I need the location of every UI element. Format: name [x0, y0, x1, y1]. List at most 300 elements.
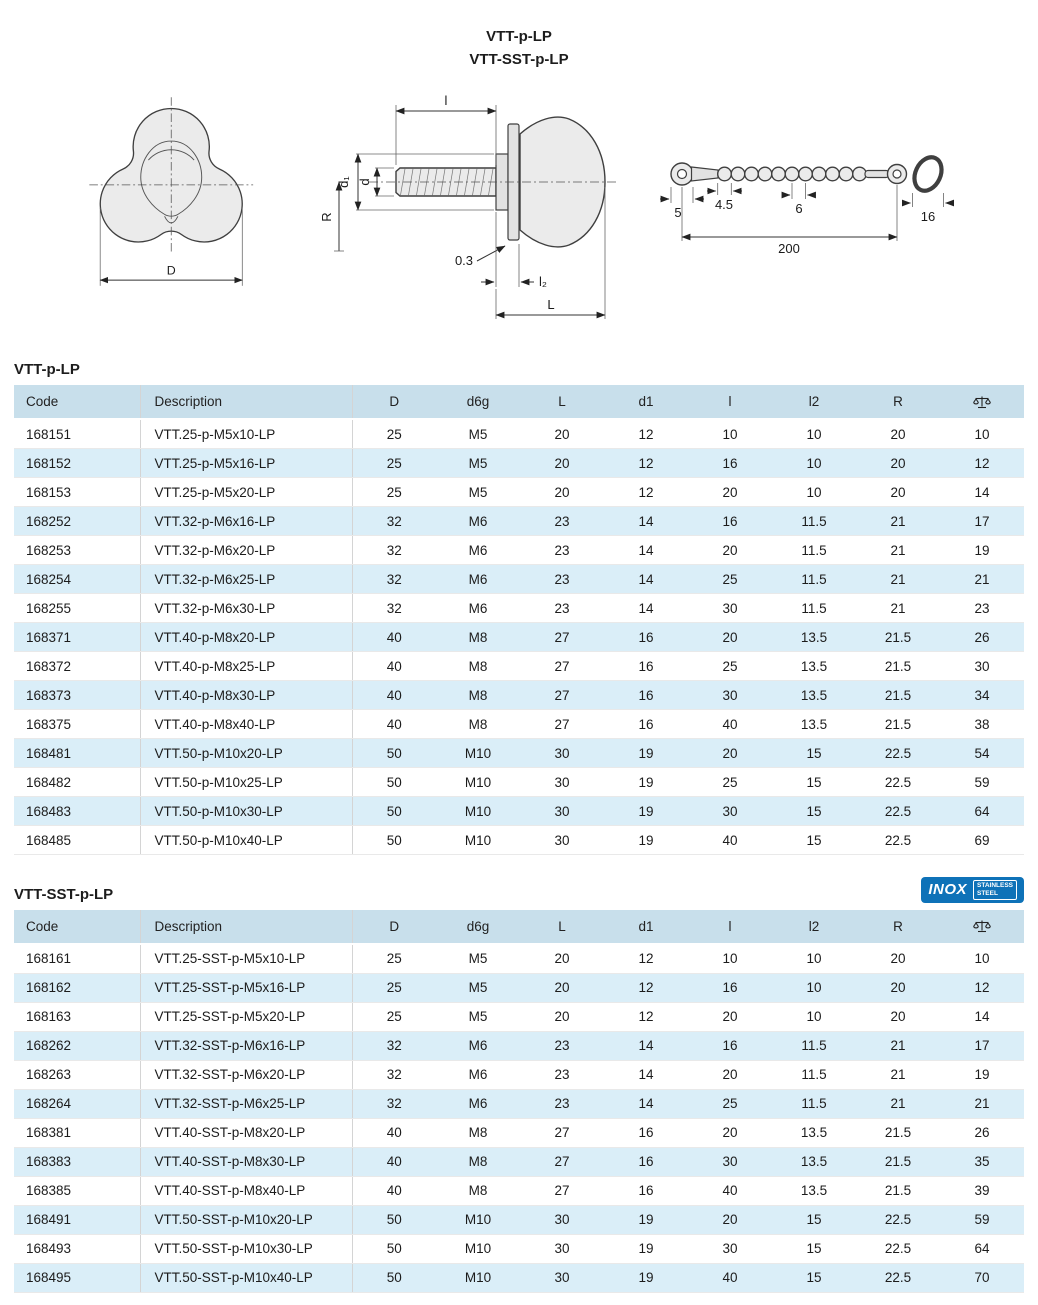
value-cell: 21 [856, 1060, 940, 1089]
value-cell: 12 [604, 419, 688, 449]
dimension-label-200: 200 [778, 241, 800, 256]
table-row [14, 681, 1024, 710]
value-cell: 12 [604, 1002, 688, 1031]
code-cell: 168485 [14, 826, 140, 855]
ball-chain-drawing [656, 129, 1016, 259]
value-cell: 16 [604, 1147, 688, 1176]
value-cell: 11.5 [772, 1031, 856, 1060]
value-cell: M10 [436, 768, 520, 797]
table-row [14, 973, 1024, 1002]
code-cell: 168375 [14, 710, 140, 739]
value-cell: 23 [520, 536, 604, 565]
chain-right-eyelet-hole [893, 170, 901, 178]
table-row [14, 710, 1024, 739]
value-cell: 30 [688, 681, 772, 710]
value-cell: M10 [436, 826, 520, 855]
column-header-d6g: d6g [436, 385, 520, 419]
value-cell: 21 [940, 565, 1024, 594]
description-cell: VTT.25-SST-p-M5x16-LP [140, 973, 352, 1002]
value-cell: 19 [940, 536, 1024, 565]
description-cell: VTT.32-p-M6x16-LP [140, 507, 352, 536]
table-row [14, 944, 1024, 974]
code-cell: 168255 [14, 594, 140, 623]
value-cell: 30 [520, 1234, 604, 1263]
value-cell: 19 [940, 1060, 1024, 1089]
value-cell: 16 [604, 1176, 688, 1205]
chain-ring [909, 153, 946, 195]
value-cell: 40 [352, 623, 436, 652]
value-cell: 40 [688, 710, 772, 739]
value-cell: 27 [520, 710, 604, 739]
value-cell: 22.5 [856, 768, 940, 797]
value-cell: 14 [604, 536, 688, 565]
value-cell: 21 [856, 1089, 940, 1118]
value-cell: 21 [856, 594, 940, 623]
value-cell: 16 [604, 1118, 688, 1147]
value-cell: 13.5 [772, 681, 856, 710]
column-header-R: R [856, 385, 940, 419]
value-cell: 50 [352, 768, 436, 797]
value-cell: M10 [436, 1263, 520, 1292]
table-row [14, 449, 1024, 478]
value-cell: 20 [688, 1205, 772, 1234]
value-cell: 20 [688, 536, 772, 565]
value-cell: M5 [436, 449, 520, 478]
code-cell: 168372 [14, 652, 140, 681]
value-cell: 14 [604, 507, 688, 536]
value-cell: 25 [688, 565, 772, 594]
value-cell: 20 [688, 478, 772, 507]
value-cell: 13.5 [772, 1118, 856, 1147]
description-cell: VTT.40-p-M8x25-LP [140, 652, 352, 681]
value-cell: 12 [604, 449, 688, 478]
description-cell: VTT.25-p-M5x10-LP [140, 419, 352, 449]
table-row [14, 594, 1024, 623]
code-cell: 168491 [14, 1205, 140, 1234]
column-header-d1: d1 [604, 910, 688, 944]
column-header-D: D [352, 385, 436, 419]
value-cell: 25 [688, 768, 772, 797]
value-cell: 10 [772, 1002, 856, 1031]
description-cell: VTT.50-p-M10x20-LP [140, 739, 352, 768]
chain-taper-link [692, 167, 719, 181]
value-cell: 17 [940, 1031, 1024, 1060]
value-cell: 22.5 [856, 826, 940, 855]
code-cell: 168252 [14, 507, 140, 536]
value-cell: 25 [352, 449, 436, 478]
table-row [14, 478, 1024, 507]
dimension-label-d: d [357, 178, 372, 186]
code-cell: 168161 [14, 944, 140, 974]
table-row [14, 1147, 1024, 1176]
value-cell: 21 [856, 536, 940, 565]
value-cell: 20 [520, 449, 604, 478]
value-cell: M6 [436, 1031, 520, 1060]
value-cell: 22.5 [856, 739, 940, 768]
value-cell: 22.5 [856, 1263, 940, 1292]
dimension-label-L: L [547, 297, 555, 312]
value-cell: 38 [940, 710, 1024, 739]
value-cell: 30 [520, 768, 604, 797]
value-cell: 23 [520, 565, 604, 594]
code-cell: 168162 [14, 973, 140, 1002]
code-cell: 168151 [14, 419, 140, 449]
value-cell: 13.5 [772, 652, 856, 681]
value-cell: M8 [436, 1176, 520, 1205]
value-cell: M8 [436, 623, 520, 652]
value-cell: 20 [688, 1060, 772, 1089]
value-cell: 50 [352, 1263, 436, 1292]
knob-front-view-drawing [76, 89, 276, 295]
value-cell: 11.5 [772, 1089, 856, 1118]
table-header-row [14, 385, 1024, 419]
value-cell: 50 [352, 739, 436, 768]
value-cell: 32 [352, 1060, 436, 1089]
value-cell: 15 [772, 1205, 856, 1234]
value-cell: 20 [520, 973, 604, 1002]
value-cell: 64 [940, 797, 1024, 826]
value-cell: M6 [436, 1089, 520, 1118]
code-cell: 168373 [14, 681, 140, 710]
value-cell: M10 [436, 1205, 520, 1234]
table-row [14, 1176, 1024, 1205]
value-cell: 20 [688, 739, 772, 768]
code-cell: 168381 [14, 1118, 140, 1147]
column-header-L: L [520, 910, 604, 944]
table-row [14, 1031, 1024, 1060]
value-cell: 23 [520, 507, 604, 536]
value-cell: 23 [520, 594, 604, 623]
table-row [14, 565, 1024, 594]
description-cell: VTT.50-SST-p-M10x30-LP [140, 1234, 352, 1263]
description-cell: VTT.32-p-M6x25-LP [140, 565, 352, 594]
table-row [14, 797, 1024, 826]
value-cell: 14 [940, 478, 1024, 507]
value-cell: 26 [940, 623, 1024, 652]
code-cell: 168153 [14, 478, 140, 507]
value-cell: 12 [940, 973, 1024, 1002]
column-header-R: R [856, 910, 940, 944]
value-cell: 21.5 [856, 1118, 940, 1147]
column-header-L: L [520, 385, 604, 419]
table-header-row [14, 910, 1024, 944]
value-cell: 50 [352, 826, 436, 855]
value-cell: M10 [436, 1234, 520, 1263]
value-cell: M10 [436, 739, 520, 768]
value-cell: 32 [352, 1031, 436, 1060]
inox-sub-line2: STEEL [977, 889, 998, 897]
table-row [14, 1089, 1024, 1118]
value-cell: 21.5 [856, 652, 940, 681]
table-row [14, 652, 1024, 681]
dimension-label-4-5: 4.5 [714, 197, 734, 212]
value-cell: 11.5 [772, 1060, 856, 1089]
dimension-label-gap: 0.3 [454, 253, 474, 268]
value-cell: 12 [940, 449, 1024, 478]
value-cell: 15 [772, 797, 856, 826]
code-cell: 168152 [14, 449, 140, 478]
table-row [14, 768, 1024, 797]
table1-body [14, 419, 1024, 855]
code-cell: 168383 [14, 1147, 140, 1176]
description-cell: VTT.40-SST-p-M8x20-LP [140, 1118, 352, 1147]
value-cell: M6 [436, 594, 520, 623]
column-header-D: D [352, 910, 436, 944]
description-cell: VTT.40-SST-p-M8x40-LP [140, 1176, 352, 1205]
column-header-l: l [688, 385, 772, 419]
value-cell: M6 [436, 507, 520, 536]
value-cell: M10 [436, 797, 520, 826]
code-cell: 168262 [14, 1031, 140, 1060]
column-header-description: Description [140, 910, 352, 944]
value-cell: 21.5 [856, 681, 940, 710]
chain-left-eyelet-hole [678, 170, 687, 179]
value-cell: 50 [352, 1205, 436, 1234]
value-cell: 22.5 [856, 1234, 940, 1263]
value-cell: 27 [520, 1176, 604, 1205]
value-cell: 32 [352, 1089, 436, 1118]
value-cell: 15 [772, 1263, 856, 1292]
weight-icon [973, 918, 991, 934]
table-row [14, 1263, 1024, 1292]
value-cell: 64 [940, 1234, 1024, 1263]
value-cell: M8 [436, 1147, 520, 1176]
column-header-l2: l2 [772, 385, 856, 419]
description-cell: VTT.40-p-M8x40-LP [140, 710, 352, 739]
table-row [14, 1234, 1024, 1263]
value-cell: 40 [352, 1176, 436, 1205]
value-cell: 27 [520, 652, 604, 681]
value-cell: 40 [352, 1118, 436, 1147]
value-cell: 20 [688, 1118, 772, 1147]
weight-icon [973, 394, 991, 410]
value-cell: 15 [772, 768, 856, 797]
column-header-description: Description [140, 385, 352, 419]
value-cell: 12 [604, 973, 688, 1002]
description-cell: VTT.32-p-M6x30-LP [140, 594, 352, 623]
value-cell: 13.5 [772, 623, 856, 652]
leader-line-gap [477, 246, 505, 261]
page-title-line1: VTT-p-LP [486, 28, 552, 45]
value-cell: 14 [604, 1031, 688, 1060]
table-row [14, 1205, 1024, 1234]
value-cell: 26 [940, 1118, 1024, 1147]
description-cell: VTT.32-SST-p-M6x16-LP [140, 1031, 352, 1060]
value-cell: 16 [604, 681, 688, 710]
dimension-label-R: R [319, 212, 334, 222]
value-cell: 20 [856, 973, 940, 1002]
value-cell: 21.5 [856, 1176, 940, 1205]
value-cell: 14 [604, 594, 688, 623]
value-cell: 20 [520, 419, 604, 449]
value-cell: 32 [352, 594, 436, 623]
value-cell: 16 [604, 710, 688, 739]
dimension-label-16: 16 [920, 209, 936, 224]
value-cell: 19 [604, 1205, 688, 1234]
value-cell: 15 [772, 1234, 856, 1263]
description-cell: VTT.32-p-M6x20-LP [140, 536, 352, 565]
value-cell: 23 [940, 594, 1024, 623]
value-cell: 27 [520, 681, 604, 710]
value-cell: 16 [688, 507, 772, 536]
inox-label: INOX [928, 881, 967, 899]
value-cell: M8 [436, 1118, 520, 1147]
value-cell: 11.5 [772, 507, 856, 536]
value-cell: 69 [940, 826, 1024, 855]
value-cell: 40 [688, 826, 772, 855]
column-header-code: Code [14, 385, 140, 419]
value-cell: 25 [352, 944, 436, 974]
value-cell: 23 [520, 1089, 604, 1118]
value-cell: 20 [856, 419, 940, 449]
value-cell: 40 [688, 1176, 772, 1205]
value-cell: 32 [352, 507, 436, 536]
value-cell: 10 [772, 944, 856, 974]
value-cell: M5 [436, 478, 520, 507]
code-cell: 168493 [14, 1234, 140, 1263]
value-cell: 13.5 [772, 710, 856, 739]
value-cell: M6 [436, 565, 520, 594]
value-cell: 20 [688, 1002, 772, 1031]
table2-body [14, 944, 1024, 1293]
code-cell: 168253 [14, 536, 140, 565]
value-cell: 30 [520, 826, 604, 855]
value-cell: 35 [940, 1147, 1024, 1176]
value-cell: 27 [520, 1147, 604, 1176]
inox-sub-label [973, 880, 1017, 900]
value-cell: M8 [436, 652, 520, 681]
value-cell: 20 [520, 478, 604, 507]
value-cell: 21 [856, 507, 940, 536]
value-cell: 10 [772, 478, 856, 507]
value-cell: 25 [352, 478, 436, 507]
value-cell: 70 [940, 1263, 1024, 1292]
technical-drawings [14, 77, 1024, 345]
vtt-sst-p-lp-table [14, 910, 1024, 1293]
table2-heading-row [14, 877, 1024, 903]
value-cell: 10 [940, 944, 1024, 974]
value-cell: 30 [520, 1205, 604, 1234]
description-cell: VTT.32-SST-p-M6x20-LP [140, 1060, 352, 1089]
value-cell: 11.5 [772, 536, 856, 565]
code-cell: 168254 [14, 565, 140, 594]
value-cell: 22.5 [856, 1205, 940, 1234]
table-row [14, 623, 1024, 652]
value-cell: M6 [436, 536, 520, 565]
value-cell: 20 [856, 944, 940, 974]
value-cell: 20 [520, 944, 604, 974]
value-cell: 10 [772, 973, 856, 1002]
value-cell: 30 [940, 652, 1024, 681]
column-header-code: Code [14, 910, 140, 944]
value-cell: 16 [688, 449, 772, 478]
value-cell: 30 [688, 594, 772, 623]
value-cell: 39 [940, 1176, 1024, 1205]
value-cell: 40 [352, 710, 436, 739]
column-header-weight [940, 385, 1024, 419]
value-cell: 25 [688, 652, 772, 681]
value-cell: 11.5 [772, 594, 856, 623]
value-cell: 30 [688, 797, 772, 826]
dimension-label-5: 5 [674, 205, 682, 220]
value-cell: 21.5 [856, 1147, 940, 1176]
column-header-d6g: d6g [436, 910, 520, 944]
value-cell: 15 [772, 826, 856, 855]
value-cell: 25 [688, 1089, 772, 1118]
code-cell: 168371 [14, 623, 140, 652]
code-cell: 168482 [14, 768, 140, 797]
value-cell: 34 [940, 681, 1024, 710]
value-cell: 30 [688, 1147, 772, 1176]
description-cell: VTT.32-SST-p-M6x25-LP [140, 1089, 352, 1118]
column-header-l2: l2 [772, 910, 856, 944]
value-cell: 30 [520, 739, 604, 768]
dimension-label-l2: l₂ [539, 274, 547, 289]
value-cell: 30 [520, 1263, 604, 1292]
table2-title: VTT-SST-p-LP [14, 885, 114, 903]
code-cell: 168483 [14, 797, 140, 826]
inox-sub-line1: STAINLESS [977, 882, 1013, 889]
value-cell: 16 [604, 623, 688, 652]
table1-title: VTT-p-LP [14, 361, 80, 378]
value-cell: 16 [604, 652, 688, 681]
description-cell: VTT.25-SST-p-M5x10-LP [140, 944, 352, 974]
value-cell: M5 [436, 973, 520, 1002]
vtt-p-lp-table [14, 385, 1024, 855]
description-cell: VTT.50-SST-p-M10x20-LP [140, 1205, 352, 1234]
table-row [14, 1060, 1024, 1089]
value-cell: 10 [772, 449, 856, 478]
page-title-line2: VTT-SST-p-LP [469, 50, 569, 68]
value-cell: 50 [352, 797, 436, 826]
value-cell: 19 [604, 768, 688, 797]
value-cell: 20 [688, 623, 772, 652]
value-cell: 40 [352, 681, 436, 710]
value-cell: 21 [856, 1031, 940, 1060]
value-cell: 20 [856, 449, 940, 478]
description-cell: VTT.50-p-M10x40-LP [140, 826, 352, 855]
value-cell: 12 [604, 478, 688, 507]
description-cell: VTT.40-SST-p-M8x30-LP [140, 1147, 352, 1176]
value-cell: M5 [436, 1002, 520, 1031]
table-row [14, 536, 1024, 565]
value-cell: 25 [352, 973, 436, 1002]
value-cell: 14 [604, 565, 688, 594]
value-cell: 19 [604, 1234, 688, 1263]
chain-connector [865, 171, 889, 178]
value-cell: 10 [688, 944, 772, 974]
table-row [14, 826, 1024, 855]
value-cell: 32 [352, 565, 436, 594]
description-cell: VTT.40-p-M8x20-LP [140, 623, 352, 652]
value-cell: M8 [436, 710, 520, 739]
value-cell: 59 [940, 768, 1024, 797]
value-cell: 10 [772, 419, 856, 449]
value-cell: 23 [520, 1060, 604, 1089]
chain-balls [718, 167, 867, 181]
description-cell: VTT.25-p-M5x20-LP [140, 478, 352, 507]
value-cell: 54 [940, 739, 1024, 768]
value-cell: 21.5 [856, 623, 940, 652]
value-cell: 19 [604, 797, 688, 826]
dimension-label-D: D [166, 263, 176, 278]
value-cell: 13.5 [772, 1147, 856, 1176]
column-header-weight [940, 910, 1024, 944]
value-cell: 27 [520, 1118, 604, 1147]
value-cell: 14 [604, 1060, 688, 1089]
description-cell: VTT.50-SST-p-M10x40-LP [140, 1263, 352, 1292]
table-row [14, 739, 1024, 768]
